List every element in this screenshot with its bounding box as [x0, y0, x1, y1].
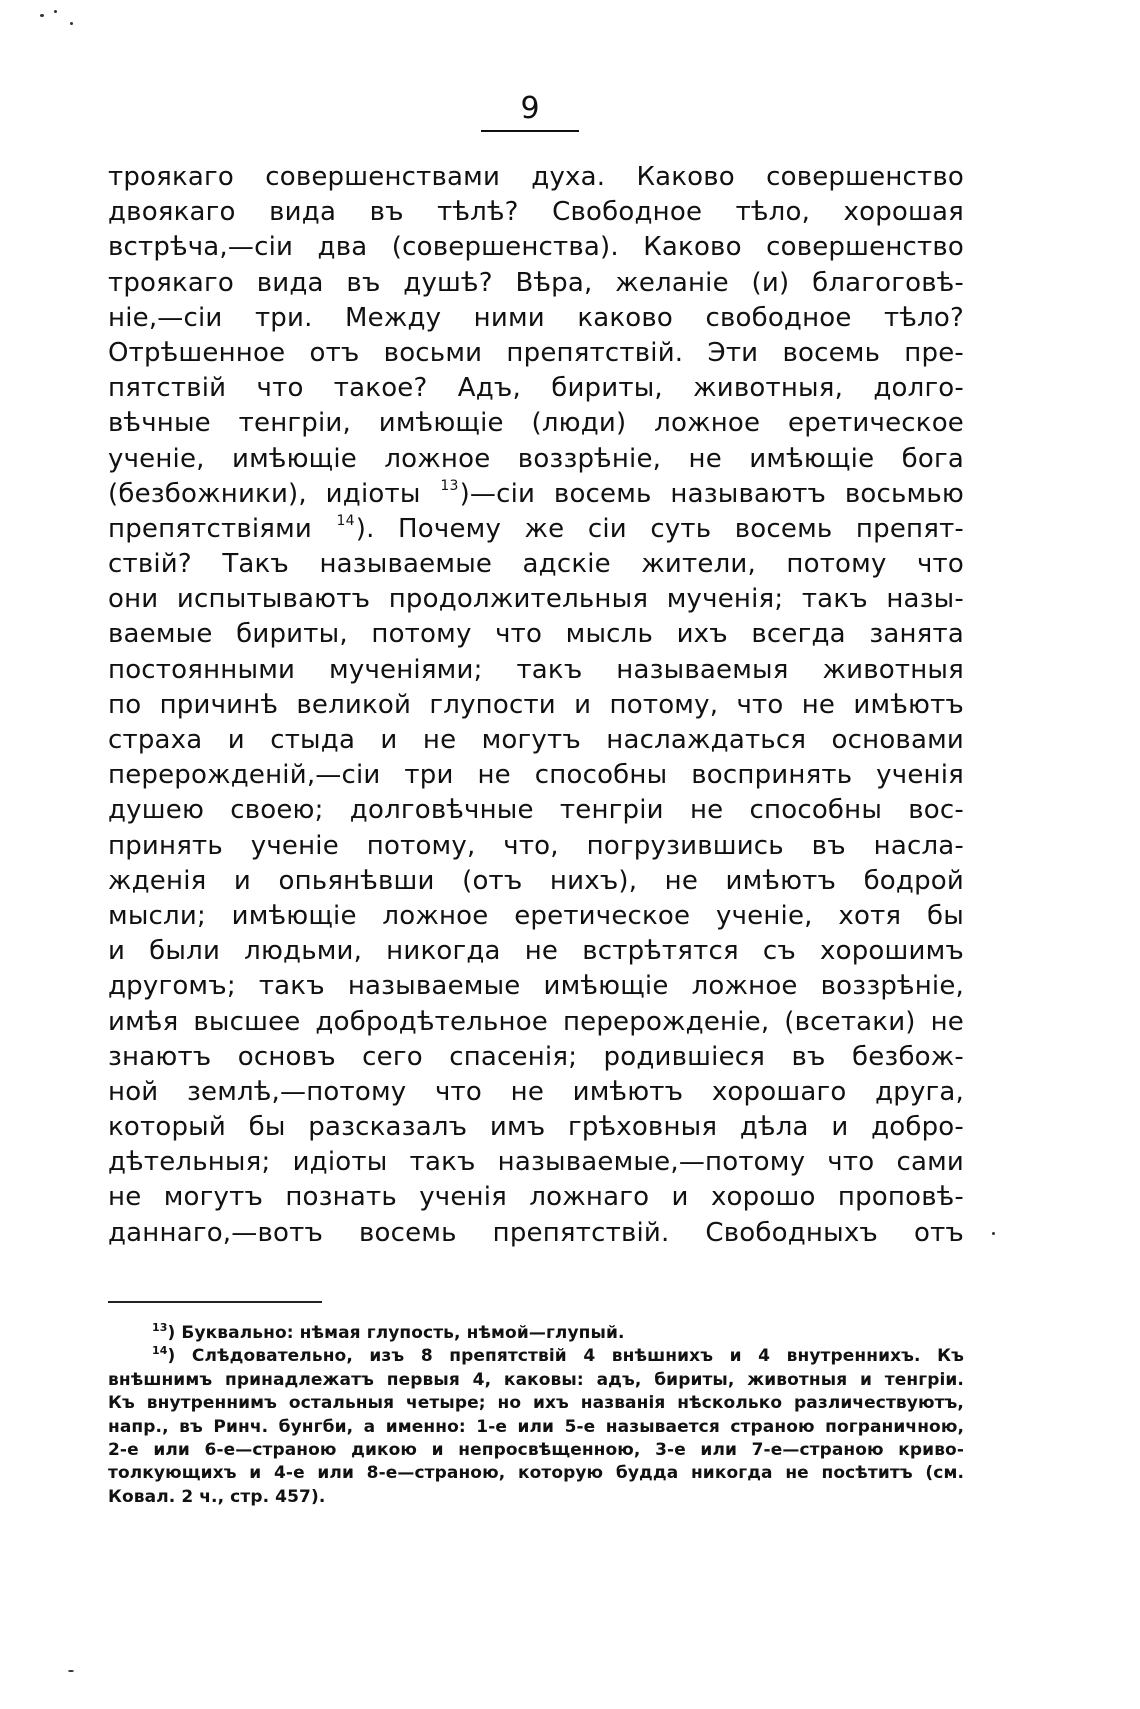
footnote-line: внѣшнимъ принадлежатъ первыя 4, каковы: адъ, бириты, животныя и тенгріи.: [108, 1369, 964, 1390]
text-line: не могутъ познать ученія ложнаго и хорошо проповѣ-: [108, 1182, 964, 1213]
footnote-line: толкующихъ и 4-е или 8-е—страною, которую будда никогда не посѣтитъ (см.: [108, 1463, 964, 1484]
text-line: принять ученіе потому, что, погрузившись въ насла-: [108, 830, 964, 861]
text-line: душею своею; долговѣчные тенгріи не способны вос-: [108, 795, 964, 826]
scan-speck: [40, 14, 44, 17]
text-line: страха и стыда и не могутъ наслаждаться основами: [108, 725, 964, 755]
text-line: который бы разсказалъ имъ грѣховныя дѣла и добро-: [108, 1112, 964, 1143]
footnote-separator: [108, 1301, 322, 1303]
text-line: и были людьми, никогда не встрѣтятся съ хорошимъ: [108, 936, 964, 967]
text-line: жденія и опьянѣвши (отъ нихъ), не имѣютъ бодрой: [108, 865, 964, 896]
footnote-ref-14[interactable]: 14: [336, 512, 355, 529]
text-line: другомъ; такъ называемые имѣющіе ложное воззрѣніе,: [108, 971, 964, 1002]
scan-speck: [68, 1670, 74, 1672]
text-line: ствій? Такъ называемые адскіе жители, потому что: [108, 549, 964, 580]
text-line: они испытываютъ продолжительныя мученія; такъ назы-: [108, 584, 964, 615]
footnote-line: 2-е или 6-е—страною дикою и непросвѣщенною, 3-е или 7-е—страною криво-: [108, 1439, 964, 1460]
text-line: троякаго совершенствами духа. Каково совершенство: [108, 162, 964, 192]
text-line: постоянными мученіями; такъ называемыя животныя: [108, 654, 964, 685]
scan-speck: [54, 10, 57, 13]
footnotes: [108, 1322, 964, 1509]
footnote-line: Ковал. 2 ч., стр. 457).: [108, 1486, 326, 1507]
text-line-with-footnote-ref: [108, 512, 964, 547]
footnote-ref-13[interactable]: 13: [440, 477, 459, 494]
text-line: ваемые бириты, потому что мысль ихъ всегда занята: [108, 619, 964, 650]
footnote-text: ) Буквально: нѣмая глупость, нѣмой—глупый.: [167, 1323, 625, 1343]
page-number-underline: [481, 130, 579, 132]
footnote-line: Къ внутреннимъ остальныя четыре; но ихъ названія нѣсколько различествуютъ,: [108, 1393, 964, 1414]
text-fragment: (безбожники), идіоты: [108, 478, 440, 509]
text-line: перерожденій,—сіи три не способны воспринять ученія: [108, 760, 964, 791]
text-line: ной землѣ,—потому что не имѣютъ хорошаго друга,: [108, 1076, 964, 1107]
text-line: даннаго,—вотъ восемь препятствій. Свободныхъ отъ: [108, 1217, 964, 1248]
text-fragment: )—сіи восемь называютъ восьмью: [459, 478, 964, 509]
text-line-with-footnote-ref: [108, 477, 964, 512]
text-line: встрѣча,—сіи два (совершенства). Каково совершенство: [108, 232, 964, 263]
footnote-mark-14: 14: [152, 1344, 168, 1358]
text-line: вѣчные тенгріи, имѣющіе (люди) ложное еретическое: [108, 408, 964, 439]
page-number-block: [470, 92, 590, 132]
footnote-text: ) Слѣдовательно, изъ 8 препятствій 4 внѣшнихъ и 4 внутреннихъ. Къ: [167, 1346, 964, 1367]
text-line: мысли; имѣющіе ложное еретическое ученіе, хотя бы: [108, 900, 964, 931]
text-line: двоякаго вида въ тѣлѣ? Свободное тѣло, хорошая: [108, 197, 964, 228]
footnote-line: напр., въ Ринч. бунгби, а именно: 1-е или 5-е называется страною пограничною,: [108, 1416, 964, 1437]
text-line: дѣтельныя; идіоты такъ называемые,—потому что сами: [108, 1147, 964, 1178]
scan-speck: [70, 22, 73, 25]
page-number: 9: [520, 91, 540, 126]
text-line: Отрѣшенное отъ восьми препятствій. Эти восемь пре-: [108, 337, 964, 368]
text-line: ученіе, имѣющіе ложное воззрѣніе, не имѣющіе бога: [108, 443, 964, 474]
text-line: знаютъ основъ сего спасенія; родившіеся въ безбож-: [108, 1041, 964, 1072]
text-line: ніе,—сіи три. Между ними каково свободное тѣло?: [108, 302, 964, 333]
scan-speck: [992, 1232, 995, 1235]
footnote-13: [108, 1322, 964, 1345]
text-line: пятствій что такое? Адъ, бириты, животныя, долго-: [108, 373, 964, 404]
text-line: имѣя высшее добродѣтельное перерожденіе, (всетаки) не: [108, 1006, 964, 1037]
text-line: троякаго вида въ душѣ? Вѣра, желаніе (и) благоговѣ-: [108, 267, 964, 298]
text-fragment: препятствіями: [108, 513, 336, 544]
text-line: по причинѣ великой глупости и потому, что не имѣютъ: [108, 689, 964, 720]
footnote-mark-13: 13: [152, 1321, 168, 1334]
text-fragment: ). Почему же сіи суть восемь препят-: [355, 513, 964, 544]
main-text: [108, 160, 964, 1251]
footnote-14: [108, 1345, 964, 1368]
